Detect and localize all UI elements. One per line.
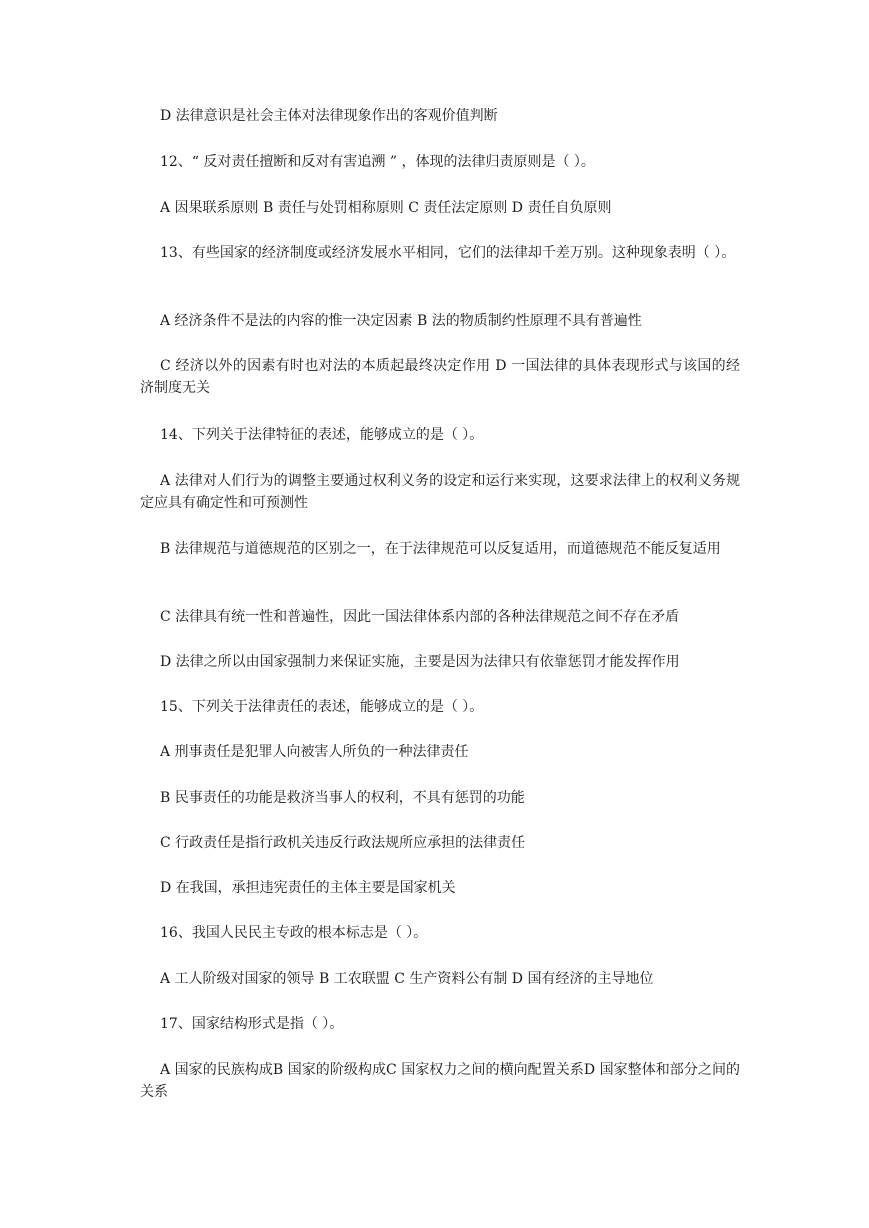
option-15-c: C 行政责任是指行政机关违反行政法规所应承担的法律责任 [160, 835, 526, 851]
question-15: 15、下列关于法律责任的表述，能够成立的是（ ）。 [160, 699, 484, 715]
option-15-b: B 民事责任的功能是救济当事人的权利，不具有惩罚的功能 [160, 790, 525, 806]
question-14: 14、下列关于法律特征的表述，能够成立的是（ ）。 [160, 427, 484, 443]
options-12: A 因果联系原则 B 责任与处罚相称原则 C 责任法定原则 D 责任自负原则 [160, 200, 612, 216]
question-12: 12、“ 反对责任擅断和反对有害追溯 ” ，体现的法律归责原则是（ ）。 [160, 154, 595, 170]
option-14-c: C 法律具有统一性和普遍性，因此一国法律体系内部的各种法律规范之间不存在矛盾 [160, 609, 680, 625]
option-15-d: D 在我国，承担违宪责任的主体主要是国家机关 [160, 880, 456, 896]
option-14-a: A 法律对人们行为的调整主要通过权利义务的设定和运行来实现，这要求法律上的权利义务规定应具有确定性和可预测性 [140, 473, 740, 511]
option-11-d: D 法律意识是社会主体对法律现象作出的客观价值判断 [160, 108, 498, 124]
option-15-a: A 刑事责任是犯罪人向被害人所负的一种法律责任 [160, 744, 469, 760]
question-16: 16、我国人民民主专政的根本标志是（ ）。 [160, 925, 428, 941]
option-14-d: D 法律之所以由国家强制力来保证实施，主要是因为法律只有依靠惩罚才能发挥作用 [160, 654, 680, 670]
options-17: A 国家的民族构成B 国家的阶级构成C 国家权力之间的横向配置关系D 国家整体和部分之间的关系 [140, 1062, 740, 1100]
question-17: 17、国家结构形式是指（ ）。 [160, 1016, 344, 1032]
options-13-ab: A 经济条件不是法的内容的惟一决定因素 B 法的物质制约性原理不具有普遍性 [160, 313, 642, 329]
options-13-cd: C 经济以外的因素有时也对法的本质起最终决定作用 D 一国法律的具体表现形式与该国的经济制度无关 [140, 358, 740, 396]
options-16: A 工人阶级对国家的领导 B 工农联盟 C 生产资料公有制 D 国有经济的主导地位 [160, 971, 654, 987]
question-13: 13、有些国家的经济制度或经济发展水平相同，它们的法律却千差万别。这种现象表明（ ）。 [160, 245, 736, 261]
option-14-b: B 法律规范与道德规范的区别之一，在于法律规范可以反复适用，而道德规范不能反复适用 [160, 541, 721, 557]
